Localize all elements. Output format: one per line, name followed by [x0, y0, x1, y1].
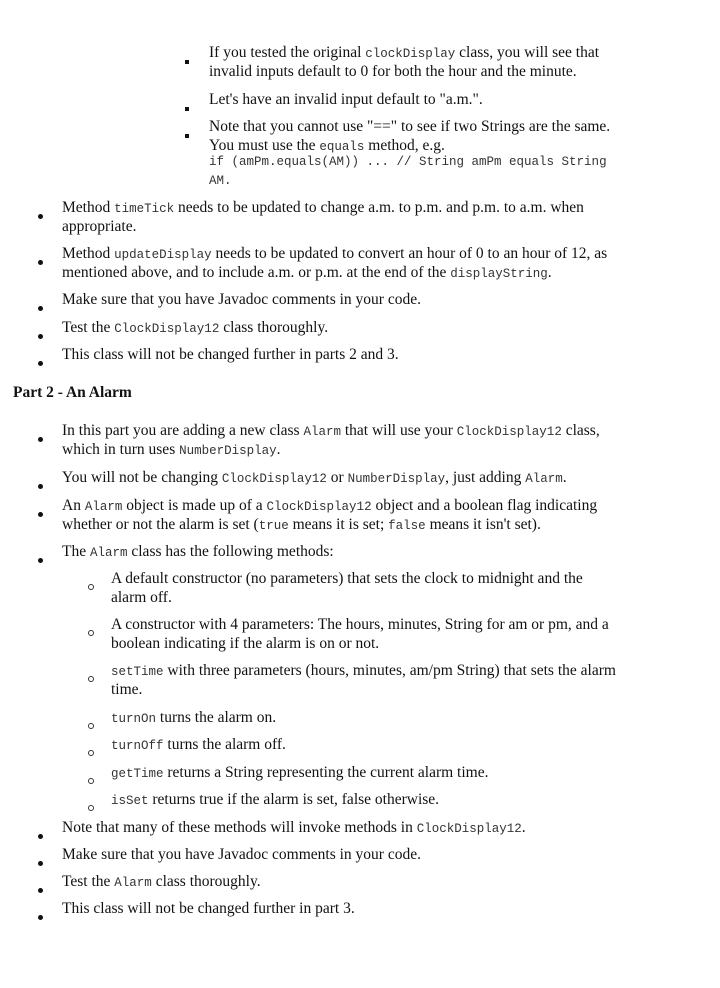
- part1-bullet-2-line2: [62, 263, 552, 284]
- circle-bullet-icon: [88, 778, 94, 784]
- text-segment: class thoroughly.: [219, 319, 329, 336]
- method-item-5-line1: [111, 735, 286, 756]
- code-token: Alarm: [114, 876, 152, 890]
- part1-bullet-2-line1: [62, 244, 607, 265]
- text-segment: with three parameters (hours, minutes, am/pm String) that sets the alarm: [163, 662, 616, 679]
- text-segment: , just adding: [445, 469, 526, 486]
- code-token: displayString: [450, 267, 548, 281]
- final-bullet-2-line1: [62, 845, 421, 864]
- text-segment: boolean indicating if the alarm is on or not.: [111, 635, 380, 652]
- bullet-icon: [38, 484, 43, 489]
- circle-bullet-icon: [88, 723, 94, 729]
- bullet-icon: [38, 558, 43, 563]
- text-segment: Method: [62, 199, 115, 216]
- code-token: false: [388, 519, 426, 533]
- text-segment: .: [521, 819, 526, 836]
- text-segment: You will not be changing: [62, 469, 222, 486]
- part2-bullet-3-line2: [62, 515, 541, 536]
- text-segment: .: [547, 264, 552, 281]
- text-segment: class, you will see that: [455, 44, 600, 61]
- bullet-icon: [38, 306, 43, 311]
- text-segment: invalid inputs default to 0 for both the hour and the minute.: [209, 63, 577, 80]
- part2-bullet-4-line1: [62, 542, 334, 563]
- final-bullet-3-line1: [62, 872, 261, 893]
- bullet-icon: [38, 861, 43, 866]
- bullet-icon: [38, 888, 43, 893]
- code-token: timeTick: [114, 202, 175, 216]
- text-segment: Test the: [62, 319, 115, 336]
- part2-bullet-2-line1: [62, 468, 567, 489]
- part2-bullet-3-line1: [62, 496, 597, 517]
- sub-item-1-line1: [209, 43, 599, 64]
- code-token: ClockDisplay12: [266, 500, 372, 514]
- code-token: Alarm: [84, 500, 123, 514]
- part1-bullet-1-line1: [62, 198, 584, 219]
- text-segment: A default constructor (no parameters) that sets the clock to midnight and the: [111, 570, 583, 587]
- text-segment: appropriate.: [62, 218, 137, 235]
- code-token: setTime: [111, 665, 164, 679]
- text-segment: class,: [561, 422, 600, 439]
- text-segment: This class will not be changed further in part 3.: [62, 900, 355, 917]
- text-segment: returns true if the alarm is set, false otherwise.: [148, 791, 440, 808]
- code-token: turnOff: [111, 739, 164, 753]
- bullet-icon: [38, 260, 43, 265]
- circle-bullet-icon: [88, 584, 94, 590]
- code-example: if (amPm.equals(AM)) ... // String amPm equals String: [209, 155, 607, 169]
- text-segment: A constructor with 4 parameters: The hours, minutes, String for am or pm, and a: [111, 616, 609, 633]
- part2-bullet-1-line1: [62, 421, 600, 442]
- code-token: equals: [319, 140, 365, 154]
- method-item-4-line1: [111, 708, 276, 729]
- method-item-2-line2: [111, 634, 379, 653]
- circle-bullet-icon: [88, 676, 94, 682]
- bullet-icon: [38, 334, 43, 339]
- code-token: ClockDisplay12: [114, 322, 220, 336]
- text-segment: Make sure that you have Javadoc comments in your code.: [62, 291, 421, 308]
- sub-item-3-line1: [209, 117, 610, 136]
- bullet-icon: [38, 512, 43, 517]
- text-segment: needs to be updated to change a.m. to p.m. and p.m. to a.m. when: [174, 199, 584, 216]
- text-segment: which in turn uses: [62, 441, 180, 458]
- text-segment: Let's have an invalid input default to "a.m.".: [209, 91, 483, 108]
- code-token: Alarm: [525, 472, 563, 486]
- code-token: NumberDisplay: [179, 444, 277, 458]
- bullet-icon: [38, 361, 43, 366]
- text-segment: Test the: [62, 873, 115, 890]
- method-item-6-line1: [111, 763, 488, 784]
- text-segment: class thoroughly.: [151, 873, 261, 890]
- square-bullet-icon: [185, 107, 189, 111]
- text-segment: .: [276, 441, 281, 458]
- bullet-icon: [38, 915, 43, 920]
- text-segment: Note that you cannot use "==" to see if two Strings are the same.: [209, 118, 611, 135]
- method-item-3-line1: [111, 661, 616, 682]
- code-token: Alarm: [89, 546, 128, 560]
- circle-bullet-icon: [88, 750, 94, 756]
- text-segment: means it isn't set).: [425, 516, 541, 533]
- square-bullet-icon: [185, 134, 189, 138]
- method-item-1-line2: [111, 588, 172, 607]
- code-token: ClockDisplay12: [221, 472, 327, 486]
- code-token: true: [258, 519, 289, 533]
- part1-bullet-3-line1: [62, 290, 421, 309]
- text-segment: or: [326, 469, 348, 486]
- text-segment: The: [62, 543, 90, 560]
- text-segment: Note that many of these methods will invoke methods in: [62, 819, 417, 836]
- text-segment: means it is set;: [288, 516, 389, 533]
- text-segment: alarm off.: [111, 589, 172, 606]
- text-segment: If you tested the original: [209, 44, 366, 61]
- method-item-7-line1: [111, 790, 439, 811]
- text-segment: method, e.g.: [364, 137, 445, 154]
- part2-bullet-1-line2: [62, 440, 281, 461]
- code-token: updateDisplay: [114, 248, 212, 262]
- text-segment: You must use the: [209, 137, 320, 154]
- text-segment: object and a boolean flag indicating: [371, 497, 598, 514]
- text-segment: mentioned above, and to include a.m. or p.m. at the end of the: [62, 264, 451, 281]
- text-segment: needs to be updated to convert an hour of 0 to an hour of 12, as: [211, 245, 608, 262]
- text-segment: An: [62, 497, 85, 514]
- bullet-icon: [38, 437, 43, 442]
- text-segment: Make sure that you have Javadoc comments in your code.: [62, 846, 421, 863]
- text-segment: whether or not the alarm is set (: [62, 516, 259, 533]
- text-segment: This class will not be changed further in parts 2 and 3.: [62, 346, 399, 363]
- text-segment: .: [562, 469, 567, 486]
- circle-bullet-icon: [88, 805, 94, 811]
- text-segment: turns the alarm on.: [156, 709, 277, 726]
- code-token: clockDisplay: [365, 47, 456, 61]
- code-token: ClockDisplay12: [416, 822, 522, 836]
- text-segment: class has the following methods:: [127, 543, 334, 560]
- final-bullet-1-line1: [62, 818, 526, 839]
- code-token: Alarm: [303, 425, 341, 439]
- code-example-cont: AM.: [209, 174, 232, 188]
- section-heading-part2: Part 2 - An Alarm: [13, 384, 132, 401]
- part1-bullet-4-line1: [62, 318, 328, 339]
- text-segment: returns a String representing the current alarm time.: [163, 764, 489, 781]
- text-segment: that will use your: [340, 422, 457, 439]
- code-token: turnOn: [111, 712, 157, 726]
- part1-bullet-5-line1: [62, 345, 399, 364]
- text-segment: turns the alarm off.: [163, 736, 286, 753]
- code-token: NumberDisplay: [347, 472, 446, 486]
- text-segment: object is made up of a: [122, 497, 267, 514]
- code-token: ClockDisplay12: [456, 425, 562, 439]
- code-token: isSet: [111, 794, 149, 808]
- method-item-1-line1: [111, 569, 583, 588]
- sub-item-1-line2: [209, 62, 577, 81]
- code-token: getTime: [111, 767, 164, 781]
- sub-item-2-line1: [209, 90, 483, 109]
- final-bullet-4-line1: [62, 899, 355, 918]
- text-segment: time.: [111, 681, 143, 698]
- bullet-icon: [38, 834, 43, 839]
- bullet-icon: [38, 214, 43, 219]
- circle-bullet-icon: [88, 630, 94, 636]
- method-item-2-line1: [111, 615, 609, 634]
- method-item-3-line2: [111, 680, 142, 699]
- square-bullet-icon: [185, 60, 189, 64]
- part1-bullet-1-line2: [62, 217, 136, 236]
- text-segment: In this part you are adding a new class: [62, 422, 304, 439]
- text-segment: Method: [62, 245, 115, 262]
